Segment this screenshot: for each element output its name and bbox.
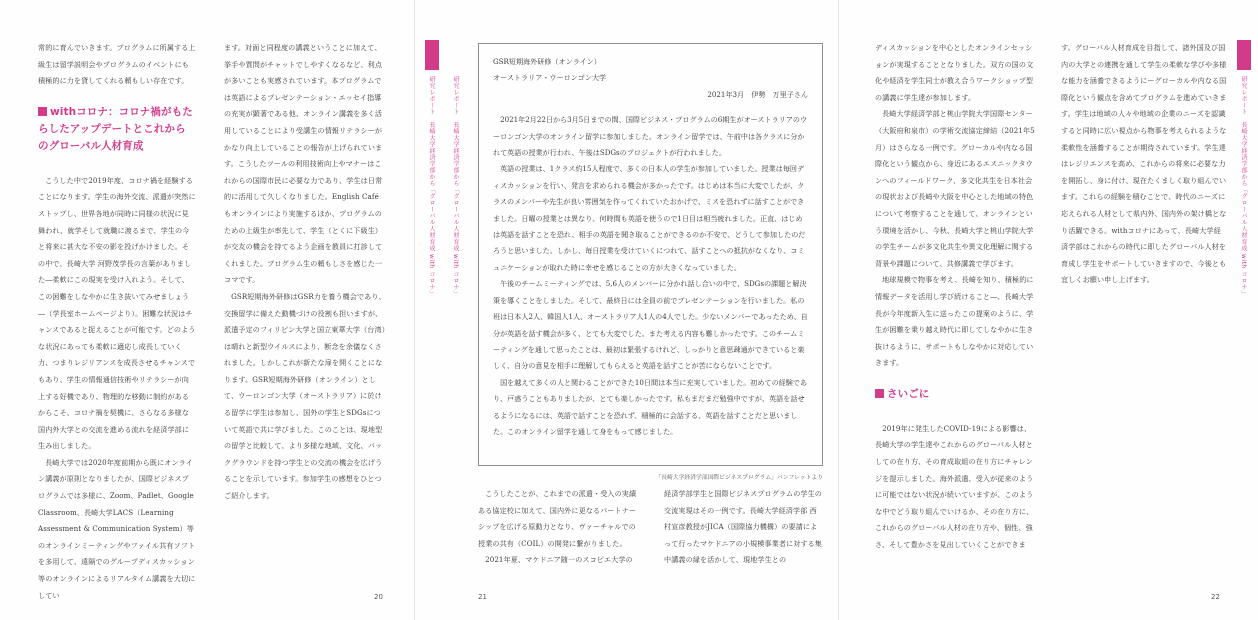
paragraph: 2021年2月22日から3月5日までの間、国際ビジネス・プログラムの6期生がオーストラリアのウーロンゴン大学のオンライン留学に参加しました。オンライン留学では、午前中は各クラスに分かれて英語の授業が行われ、午後はSDGsのプロジェクトが行われました。 (493, 115, 808, 158)
page21-column-2 (664, 486, 824, 569)
paragraph: 経済学部学生と国際ビジネスプログラムの学生の交流実現はその一例です。長崎大学経済学部 西村宣彦教授がJICA（国際協力機構）の要請によって行ったマケドニアの小規模事業者に対する集中講義の縁を活かして、現地学生との (664, 489, 822, 565)
section-heading-withcorona (38, 104, 196, 155)
page20-column-2 (224, 40, 386, 505)
box-title: GSR短期海外研修（オンライン） (493, 57, 601, 66)
page22-column-2 (1061, 40, 1227, 289)
student-report-box (478, 43, 823, 466)
paragraph: 長崎大学では2020年度前期から既にオンライン講義が原則となりましたが、国際ビジネスプログラムでは多様に、Zoom、Padlet、Google Classroom、長崎大学LACS（Learning Assessment & Communication System）等のオンラインミーティングやファイル共有ソフトを多用して、遠隔でのグループディスカッション等のオンラインによるリアルタイム講義を大切にしてい (38, 457, 196, 600)
side-label-tab (421, 40, 445, 356)
page-22 (838, 0, 1258, 620)
paragraph: GSR短期海外研修はGSR力を養う機会であり、交換留学に備えた動機づけの役割も担いますが、派遣予定のフィリピン大学と国立東華大学（台湾）は晴れと新型ウイルスにより、断念を余儀なくされました。しかしこれが新たな扉を開くことになります。GSR短期海外研修（オンライン）として、ウーロンゴン大学（オーストラリア）に於ける留学に学生は参加し、国外の学生とSDGsについて英語で共に学びました。このことは、現地型の留学と比較して、より多様な地域、文化、バックグラウンドを持つ学生との交流の機会を広げうることを示しています。参加学生の感想をひとつご紹介します。 (224, 291, 386, 501)
side-label-tab-2 (445, 40, 469, 356)
heading-text: さいごに (887, 387, 930, 400)
paragraph: ます。対面と同程度の講義ということに加えて、挙手や質問がチャットでしやすくなるなど、利点が多いことも実感されています。本プログラムでは英語によるプレゼンテーション・エッセイ指導の充実が顕著である他、オンライン講義を多く活用していることにより受講生の情報リテラシーがかなり向上していることの報告が上げられています。こうしたツールの利用技術向上やマナーはこれからの国際市民に必要な力であり、学生は日常的に活用して久しくなりました。English Caféもオンラインにより実施するほか、プログラムのための上級生が率先して、学生（とくに下級生）が交友の機会を持てるよう企画を教員に打診してくれました。プログラム生の頼もしさを感じた一コマです。 (224, 43, 383, 285)
paragraph: 国を越えて多くの人と関わることができた10日間は本当に充実していました。初めての経験であり、戸惑うこともありましたが、とても楽しかったです。私もまだまだ勉強中ですが、英語を話せるようになるには、英語で話すことを恐れず、積極的に会話する、英語を話すことだと思いました。このオンライン留学を通して身をもって感じました。 (493, 377, 808, 436)
section-heading-conclusion (875, 386, 1037, 403)
page-number: 21 (478, 593, 487, 601)
paragraph: 常的に育んでいきます。プログラムに所属する上級生は留学説明会やプログラムのイベントにも積極的に力を貸してくれる頼もしい存在です。 (38, 43, 196, 86)
paragraph: す。グローバル人材育成を目指して、諸外国及び国内の大学との連携を通して学生の柔軟な学びや多様な能力を涵養できるようにーグローカルや内なる国際化という観点を含めてプログラムを進めていきます。学生は地域の人々や地域の企業のニーズを認識すると同時に広い視点から物事を考えられるような柔軟性を涵養することが期待されています。学生達はレジリエンスを高め、これからの将来に必要な力を開拓し、身に付け、現在たくましく取り組んでいます。これらの経験を積むことで、時代のニーズに応えられる人材として県内外、国内外の架け橋となり活躍できる。withコロナにあって、長崎大学経済学部はこれからの時代に即したグローバル人材を育成し学生をサポートしていきますので、今後とも宜しくお願い申し上げます。 (1061, 43, 1227, 285)
side-label-text: 研究レポート 長崎大学経済学部から「グローバル人材育成 with コロナ」 (428, 76, 435, 298)
paragraph: 2021年夏、マケドニア随一のスコピエ大学の (485, 555, 633, 565)
heading-square-icon (875, 389, 884, 398)
paragraph: こうした中で2019年度、コロナ禍を経験することになります。学生の海外交流、派遣が突然にストップし、世界各地が同時に同様の状況に見舞われ、就学そして就職に渡るまで、学生の今と将来に甚大な不安の影を投げかけました。その中で、長崎大学 河野茂学長の言葉がありました―柔軟にこの現実を受け入れよう。そして、この困難をしなやかに生き抜いてみせましょう―（学長室ホームページより）。困難な状況はチャンスであると捉えることが可能です。どのような状況にあっても柔軟に適応し成長していく力、つまりレジリアンスを成長させるチャンスでもあり、学生の情報通信技術やリテラシーが向上する好機であり、物理的な移動に制約があるからこそ、コロナ禍を契機に、さらなる多様な国内外大学との交流を進める流れを経済学部に生み出しました。 (38, 175, 196, 451)
side-tab-color-bar (425, 40, 439, 70)
side-label-text: 研究レポート 長崎大学経済学部から「グローバル人材育成 with コロナ」 (452, 76, 459, 298)
side-label-text: 研究レポート 長崎大学経済学部から「グローバル人材育成 with コロナ」 (1240, 76, 1247, 298)
paragraph: 2019年に発生したCOVID-19による影響は、長崎大学の学生達やこれからのグローバル人材としての在り方、その育成取組の在り方にチャレンジを提示しました。海外派遣、受入が従来のように可能ではない状況が続いていますが、このような中でどう取り組んでいけるか、その在り方に、これからのグローバル人材の在り方や、個性、強さ、そして豊かさを見出していくことができま (875, 423, 1034, 550)
page20-column-1 (38, 40, 196, 604)
paragraph: ディスカッションを中心としたオンラインセッションが実現することとなりました。双方の国の文化や経済を学生同士が教え合うワークショップ型の講義に学生達が参加します。 (875, 43, 1034, 102)
page-20 (0, 0, 414, 620)
page21-column-1 (478, 486, 640, 569)
page22-column-1 (875, 40, 1037, 554)
paragraph: 午後のチームミーティングでは、5,6人のメンバーに分かれ話し合いの中で、SDGsの課題と解決策を導くことをしました。そして、最終日には全員の前でプレゼンテーションを行いました。私の班は日本人2人、韓国人1人、オーストラリア人1人の4人でした。少ないメンバーであったため、自分が英語を話す機会が多く、とても大変でした。また考える内容も難しかったです。このチームミーティングを通して思ったことは、最初は緊張するけれど、しっかりと意思疎通ができていると楽しく、自分の意見を相手に理解してもらえると英語を話すことが苦にならないことです。 (493, 279, 808, 371)
paragraph: 英語の授業は、1クラス約15人程度で、多くの日本人の学生が参加していました。授業は毎回ディスカッションを行い、発言を求められる機会が多かったです。はじめは本当に大変でしたが、クラスのメンバーや先生が良い雰囲気を作ってくれていたおかげで、ミスを恐れずに話すことができました。日曜の授業とは異なり、何時間も英語を使うので1日目は相当疲れました。正直、はじめは英語を話すことを恐れ、相手の英語を聞き取ることができるのか不安で、どうして参加したのだろうと思いました。しかし、毎日授業を受けていくにつれて、話すことへの抵抗がなくなり、コミュニケーションが取れた時に幸せを感じることの方が大きくなっていました。 (493, 164, 806, 272)
heading-square-icon (38, 107, 47, 116)
heading-text: withコロナ：コロナ禍がもたらしたアップデートとこれからのグローバル人材育成 (38, 105, 193, 152)
paragraph: 長崎大学経済学部と桃山学院大学国際センター（大阪府和泉市）の学術交流協定締結（2021年5月）はさらなる一例です。グローカルや内なる国際化という観点から、身近にあるエスニックタウンへのフィールドワーク、多文化共生を日本社会の現状および長崎や大阪を中心とした地域の特色について考察することを通して、オンラインという環境を活かし、今秋、長崎大学と桃山学院大学の学生チームが多文化共生や異文化理解に関する背景や課題について、共修講義で学びます。 (875, 109, 1035, 268)
page-number: 22 (1211, 593, 1220, 601)
paragraph: こうしたことが、これまでの派遣・受入の実績ある協定校に加えて、国内外に更なるパートナーシップを広げる原動力となり、ヴァーチャルでの授業の共有（COIL）の開発に繋がりました。 (478, 489, 637, 548)
box-date-author: 2021年3月 伊勢 万里子さん (707, 89, 808, 99)
box-caption: 「長崎大学経済学部国際ビジネスプログラム」パンフレットより (655, 475, 823, 481)
side-label-tab (1233, 40, 1257, 356)
paragraph: 地球規模で物事を考え、長崎を知り、積極的に情報データを活用し学び続けること―、長崎大学長が今年度新入生に送ったこの提案のように、学生が困難を乗り越え時代に即してしなやかに生き抜けるように、サポートもしなやかに対応していきます。 (875, 275, 1034, 368)
side-tab-color-bar (1237, 40, 1251, 70)
box-subtitle: オーストラリア・ウーロンゴン大学 (493, 73, 607, 83)
page-number: 20 (374, 593, 383, 601)
